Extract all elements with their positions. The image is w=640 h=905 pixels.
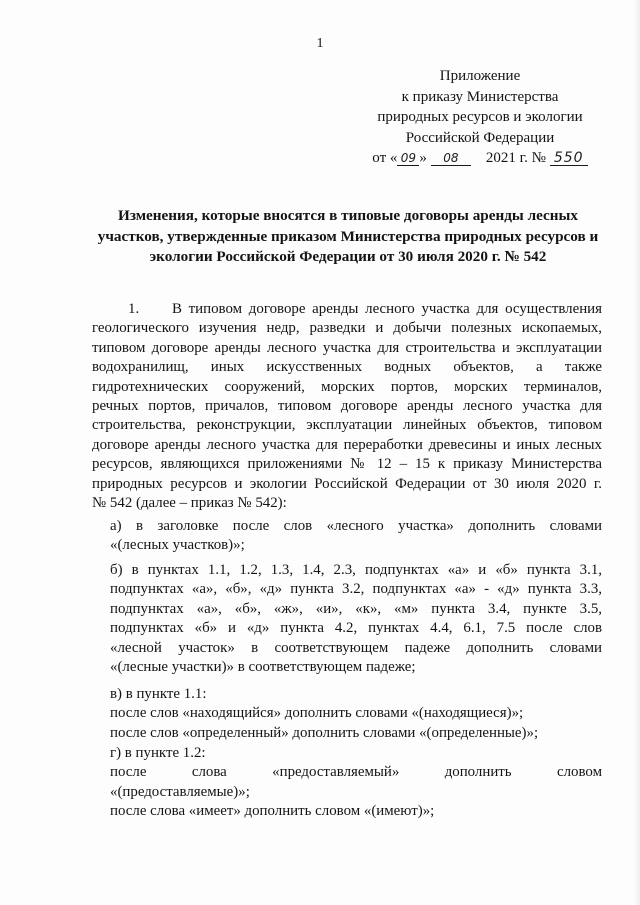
- paragraph-1-line: 1. В типовом договоре аренды лесного участка для осуществления: [92, 300, 602, 319]
- paragraph-1-line: договоре аренды лесного участка для переработки древесины и иных лесных: [92, 436, 602, 453]
- paragraph-number: 1.: [128, 301, 140, 317]
- handwritten-day: 09: [397, 151, 419, 166]
- item-b-line: «(лесные участки)» в соответствующем падеже;: [110, 658, 416, 675]
- page-edge-shadow: [634, 0, 640, 905]
- item-b-line: подпунктах «а», «б», «ж», «и», «к», «м» пункта 3.4, пункте 3.5,: [110, 600, 602, 617]
- date-day-close: »: [419, 150, 427, 166]
- paragraph-1: [92, 300, 602, 513]
- paragraph-1-line: речных портов, причалов, типовом договоре аренды лесного участка для: [92, 397, 602, 414]
- appendix-order-ref: к приказу Министерства: [401, 88, 559, 105]
- paragraph-1-line: гидротехнических сооружений, морских портов, морских терминалов,: [92, 378, 602, 395]
- item-d: [92, 744, 602, 822]
- item-a-line: а) в заголовке после слов «лесного участка» дополнить словами: [110, 518, 602, 534]
- appendix-country: Российской Федерации: [405, 129, 555, 146]
- document-title: [92, 206, 604, 268]
- date-year: 2021 г. №: [485, 150, 546, 166]
- item-b-line: подпунктах «б» и «д» пункта 4.2, пунктах 4.4, 6.1, 7.5 после слов: [110, 620, 602, 637]
- item-b-line: б) в пунктах 1.1, 1.2, 1.3, 1.4, 2.3, подпунктах «а» и «б» пункта 3.1,: [110, 562, 602, 578]
- item-a-line: «(лесных участков)»;: [110, 537, 245, 554]
- paragraph-1-line: ресурсов, являющихся приложениями № 12 – 15 к приказу Министерства: [92, 456, 602, 473]
- item-c-line: после слов «находящийся» дополнить словами «(находящиеся)»;: [110, 705, 524, 722]
- paragraph-1-line: типовом договоре аренды лесного участка для строительства и эксплуатации: [92, 339, 602, 356]
- item-d-line: после слова «предоставляемый» дополнить словом: [110, 764, 602, 781]
- title-line-2: участков, утвержденные приказом Министерства природных ресурсов и: [97, 227, 599, 245]
- paragraph-1-line: строительства, реконструкции, эксплуатации линейных объектов, типовом: [92, 417, 602, 434]
- page-number: 1: [316, 36, 324, 51]
- item-b-line: «лесной участок» в соответствующем падеже дополнить словами: [110, 639, 602, 656]
- title-line-3: экологии Российской Федерации от 30 июля 2020 г. № 542: [149, 248, 547, 265]
- item-d-line: «(предоставляемые)»;: [110, 783, 250, 800]
- appendix-header: [360, 66, 600, 169]
- item-c: [92, 685, 602, 743]
- handwritten-order-number: 550: [550, 151, 588, 166]
- item-b-line: подпунктах «а», «б», «д» пункта 3.2, подпунктах «а» - «д» пункта 3.3,: [110, 581, 602, 598]
- paragraph-1-line: водохранилищ, иных искусственных водных объектов, а также: [92, 359, 602, 376]
- item-d-line: после слова «имеет» дополнить словом «(имеют)»;: [110, 803, 435, 820]
- title-line-1: Изменения, которые вносятся в типовые договоры аренды лесных: [118, 207, 578, 224]
- paragraph-1-line: № 542 (далее – приказ № 542):: [92, 494, 287, 511]
- appendix-ministry: природных ресурсов и экологии: [377, 109, 583, 125]
- item-d-line: г) в пункте 1.2:: [110, 745, 206, 761]
- item-c-line: в) в пункте 1.1:: [110, 686, 207, 702]
- handwritten-month: 08: [431, 151, 471, 166]
- paragraph-1-line: природных ресурсов и экологии Российской Федерации от 30 июля 2020 г.: [92, 475, 602, 492]
- item-a: [92, 517, 602, 556]
- item-b: [92, 561, 602, 677]
- appendix-date-line: [360, 148, 600, 169]
- item-c-line: после слов «определенный» дополнить словами «(определенные)»;: [110, 724, 539, 741]
- appendix-label: Приложение: [439, 68, 521, 84]
- date-prefix: от «: [372, 150, 398, 166]
- paragraph-1-line: геологического изучения недр, разведки и добычи полезных ископаемых,: [92, 320, 602, 337]
